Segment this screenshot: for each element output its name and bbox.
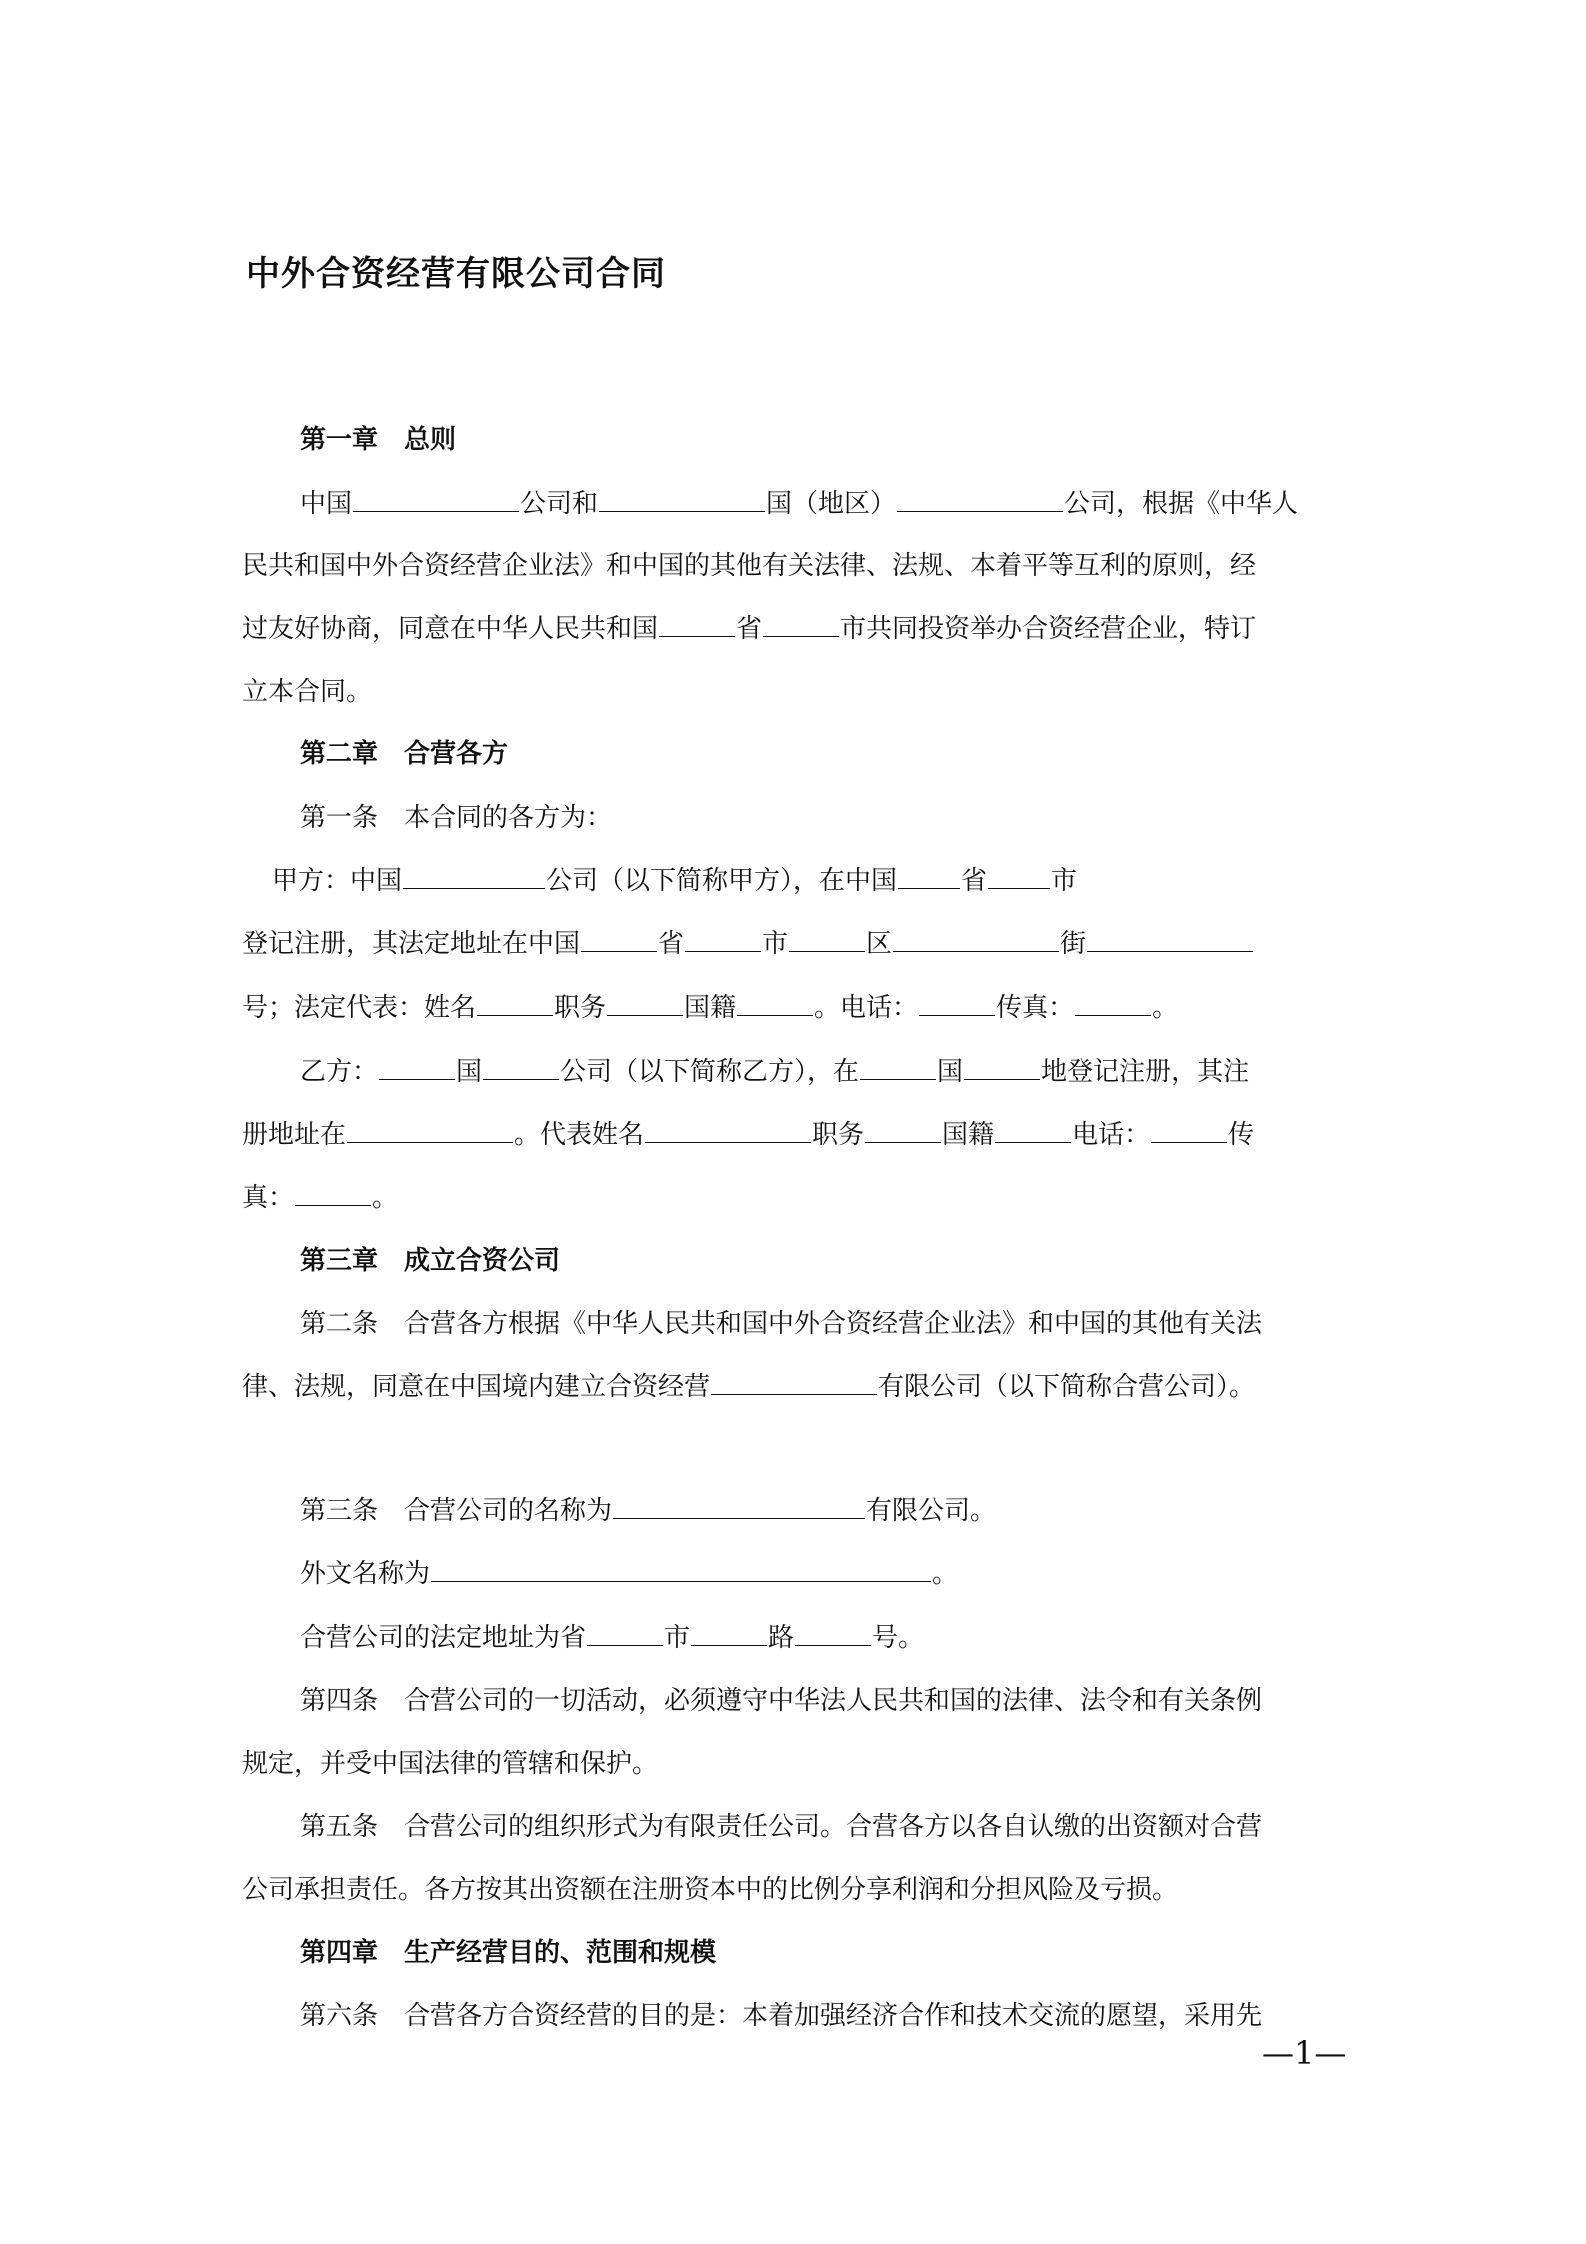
blank-field[interactable]: [477, 991, 553, 1016]
article-label: 第五条: [300, 1812, 379, 1842]
blank-field[interactable]: [403, 864, 545, 889]
party-b-line: 乙方： 国 公司（以下简称乙方），在 国 地登记注册，其注: [300, 1057, 1250, 1087]
blank-field[interactable]: [1075, 991, 1151, 1016]
blank-field[interactable]: [607, 991, 683, 1016]
chapter-title: 总则: [404, 425, 457, 455]
article-5: 第五条 合营公司的组织形式为有限责任公司。合营各方以各自认缴的出资额对合营: [300, 1812, 1263, 1842]
blank-field[interactable]: [898, 864, 960, 889]
paragraph-line: 过友好协商，同意在中华人民共和国 省 市共同投资举办合资经营企业，特订: [242, 614, 1257, 644]
blank-field[interactable]: [789, 927, 865, 952]
chapter-label: 第三章: [300, 1246, 379, 1276]
chapter-title: 合营各方: [404, 739, 509, 769]
article-6: 第六条 合营各方合资经营的目的是：本着加强经济合作和技术交流的愿望，采用先: [300, 2001, 1263, 2031]
blank-field[interactable]: [893, 927, 1059, 952]
blank-field[interactable]: [347, 1118, 513, 1143]
blank-field[interactable]: [1151, 1118, 1227, 1143]
article-4: 第四条 合营公司的一切活动，必须遵守中华法人民共和国的法律、法令和有关条例: [300, 1686, 1263, 1716]
blank-field[interactable]: [587, 1621, 663, 1646]
blank-field[interactable]: [988, 864, 1050, 889]
article-label: 第六条: [300, 2001, 379, 2031]
paragraph-line: 立本合同。: [242, 677, 373, 707]
paragraph-line: 公司承担责任。各方按其出资额在注册资本中的比例分享利润和分担风险及亏损。: [242, 1875, 1179, 1905]
paragraph-line: 律、法规，同意在中国境内建立合资经营 有限公司（以下简称合营公司）。: [242, 1372, 1256, 1402]
chapter-4-heading: [300, 1936, 1400, 1970]
blank-field[interactable]: [581, 927, 657, 952]
blank-field[interactable]: [897, 487, 1063, 512]
chapter-title: 生产经营目的、范围和规模: [404, 1938, 717, 1968]
paragraph-line: 民共和国中外合资经营企业法》和中国的其他有关法律、法规、本着平等互利的原则，经: [242, 551, 1257, 581]
blank-field[interactable]: [483, 1055, 559, 1080]
chapter-label: 第四章: [300, 1938, 379, 1968]
article-label: 第四条: [300, 1686, 379, 1716]
blank-field[interactable]: [1087, 927, 1253, 952]
article-label: 第一条: [300, 803, 379, 833]
blank-field[interactable]: [645, 1118, 811, 1143]
blank-field[interactable]: [659, 612, 735, 637]
blank-field[interactable]: [379, 1055, 455, 1080]
chapter-2-heading: [300, 737, 1400, 771]
blank-field[interactable]: [865, 1118, 941, 1143]
blank-field[interactable]: [353, 487, 519, 512]
article-1: 第一条 本合同的各方为：: [300, 803, 613, 833]
article-label: 第二条: [300, 1309, 379, 1339]
party-a-line: 登记注册，其法定地址在中国 省 市 区 街: [242, 927, 1342, 961]
blank-field[interactable]: [919, 991, 995, 1016]
party-a-line: 甲方：中国 公司（以下简称甲方），在中国 省 市: [272, 866, 1078, 896]
article-3: 第三条 合营公司的名称为 有限公司。: [300, 1496, 997, 1526]
paragraph-line: 规定，并受中国法律的管辖和保护。: [242, 1749, 659, 1779]
foreign-name-line: 外文名称为 。: [300, 1559, 959, 1589]
chapter-1-heading: [300, 423, 1400, 457]
chapter-3-heading: [300, 1244, 1400, 1278]
paragraph-line: 中国 公司和 国（地区） 公司，根据《中华人: [300, 489, 1299, 519]
blank-field[interactable]: [295, 1181, 371, 1206]
party-b-line: 册地址在 。代表姓名 职务 国籍 电话： 传: [242, 1120, 1255, 1150]
article-2: 第二条 合营各方根据《中华人民共和国中外合资经营企业法》和中国的其他有关法: [300, 1309, 1263, 1339]
article-label: 第三条: [300, 1496, 379, 1526]
blank-field[interactable]: [763, 612, 839, 637]
blank-field[interactable]: [711, 1370, 877, 1395]
chapter-label: 第二章: [300, 739, 379, 769]
blank-field[interactable]: [964, 1055, 1040, 1080]
blank-field[interactable]: [737, 991, 813, 1016]
document-title: 中外合资经营有限公司合同: [246, 254, 666, 294]
company-name-field[interactable]: [613, 1494, 865, 1519]
blank-field[interactable]: [685, 927, 761, 952]
party-a-line: 号；法定代表：姓名 职务 国籍 。电话： 传真： 。: [242, 993, 1179, 1023]
blank-field[interactable]: [795, 1621, 871, 1646]
page-number: —1—: [1262, 2034, 1347, 2072]
address-line: 合营公司的法定地址为省 市 路 号。: [300, 1623, 925, 1653]
blank-field[interactable]: [995, 1118, 1071, 1143]
chapter-title: 成立合资公司: [404, 1246, 561, 1276]
blank-field[interactable]: [599, 487, 765, 512]
blank-field[interactable]: [860, 1055, 936, 1080]
blank-field[interactable]: [691, 1621, 767, 1646]
foreign-name-field[interactable]: [431, 1557, 931, 1582]
chapter-label: 第一章: [300, 425, 379, 455]
party-b-line: 真： 。: [242, 1183, 399, 1213]
